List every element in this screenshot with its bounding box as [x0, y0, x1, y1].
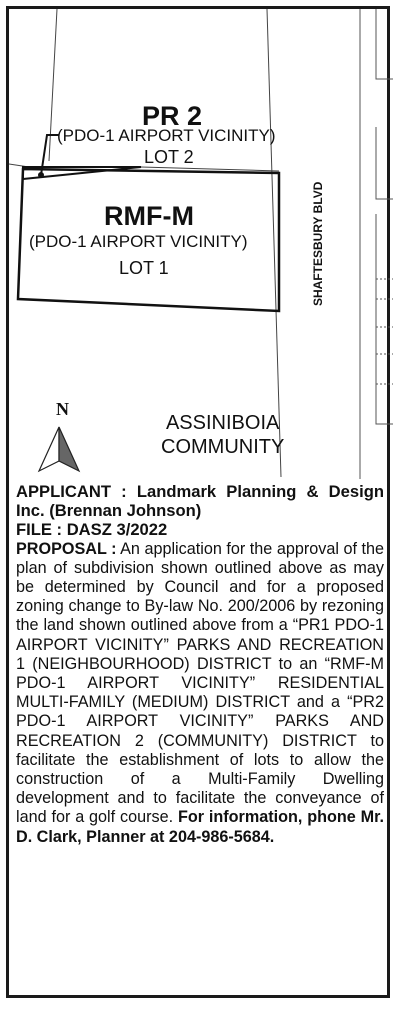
- lot-2-label: LOT 2: [144, 147, 194, 167]
- lot-line: [376, 9, 393, 79]
- zone-rmf-label: RMF-M: [104, 201, 194, 231]
- property-line: [49, 9, 57, 161]
- north-arrow-icon: [39, 427, 79, 471]
- contact-info: For information, phone Mr. D. Clark, Planner at 204-986-5684.: [16, 808, 385, 846]
- community-label: [161, 411, 284, 459]
- street-label: SHAFTESBURY BLVD: [311, 181, 325, 307]
- applicant-line: [16, 482, 384, 520]
- rmf-overlay-label: (PDO-1 AIRPORT VICINITY): [29, 232, 248, 251]
- file-number: FILE : DASZ 3/2022: [16, 520, 168, 540]
- lot-line: [376, 127, 393, 199]
- applicant-value: Landmark Planning & Design Inc. (Brennan Johnson): [16, 482, 384, 521]
- applicant-label: APPLICANT :: [16, 482, 127, 501]
- proposal-text: An application for the approval of the plan of subdivision shown outlined above as may be determined by Council and for a proposed zoning change to By-law No. 200/2006 by rezoning the land shown outlined above from a “PR1 PDO-1 AIRPORT VICINITY” PARKS AND RECREATION 1 (NEIGHBOURHOOD) DISTRICT to an “RMF-M PDO-1 AIRPORT VICINITY” RESIDENTIAL MULTI-FAMILY (MEDIUM) DISTRICT and a “PR2 PDO-1 AIRPORT VICINITY” PARKS AND RECREATION 2 (COMMUNITY) DISTRICT to facilitate the establishment of lots to allow the construction of a Multi-Family Dwelling development and to facilitate the conveyance of land for a golf course.: [16, 539, 385, 827]
- lot-1-label: LOT 1: [119, 258, 169, 278]
- community-line-2: COMMUNITY: [161, 436, 285, 458]
- proposal-paragraph: [16, 540, 384, 847]
- site-map: [9, 9, 393, 479]
- pr2-overlay-label: (PDO-1 AIRPORT VICINITY): [57, 126, 276, 145]
- north-label: N: [56, 399, 69, 419]
- proposal-label: PROPOSAL :: [16, 539, 117, 558]
- notice-text: [16, 482, 384, 847]
- notice-frame: [6, 6, 390, 998]
- community-line-1: ASSINIBOIA: [165, 412, 280, 434]
- lot-line: [376, 214, 393, 424]
- zone-pr2-label: PR 2: [142, 101, 203, 131]
